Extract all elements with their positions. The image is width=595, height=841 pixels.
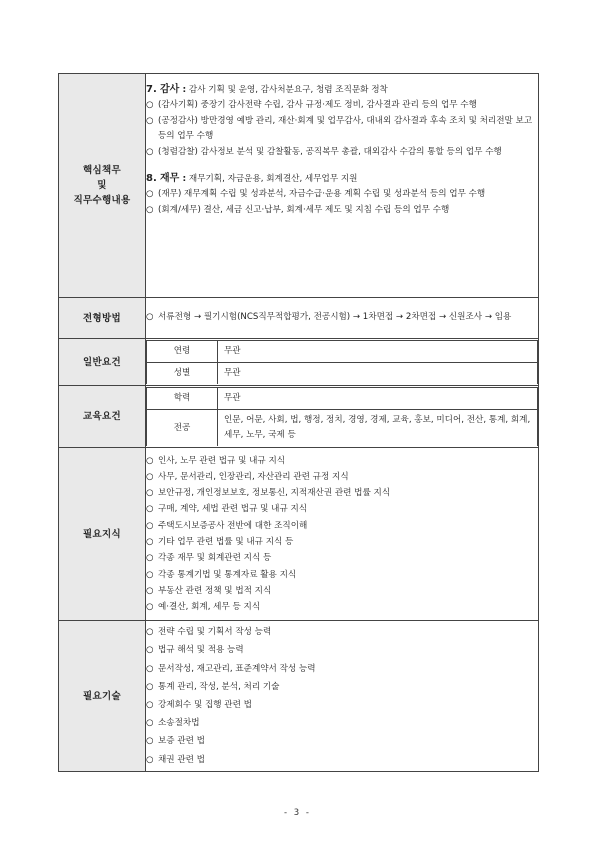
general-content [146,339,539,386]
education-header: 교육요건 [59,386,146,448]
education-subtable [146,387,538,446]
skills-content [146,621,539,772]
general-row [59,339,539,386]
list-item: ○ (감사기획) 중장기 감사전략 수립, 감사 규정·제도 정비, 감사결과 관리 등의 업무 수행 [146,100,477,111]
selection-process: ○ 서류전형 → 필기시험(NCS직무적합평가, 전공시험) → 1차면접 → 2차면접 → 신원조사 → 임용 [146,312,512,323]
general-header: 일반요건 [59,339,146,386]
list-item: ○ 예·결산, 회계, 세무 등 지식 [146,602,261,613]
list-item: ○ 인사, 노무 관련 법규 및 내규 지식 [146,455,286,466]
selection-content [146,298,539,339]
section-title-finance: 8. 재무 : 재무기획, 자금운용, 회계결산, 세무업무 지원 [146,173,358,185]
list-item: ○ 문서작성, 재고관리, 표준계약서 작성 능력 [146,663,316,674]
duties-header-line: 직무수행내용 [73,195,131,206]
general-label-gender: 성별 [147,363,218,385]
education-content [146,386,539,448]
list-item: ○ 보안규정, 개인정보보호, 정보통신, 지적재산권 관련 법률 지식 [146,488,391,499]
list-item: ○ 부동산 관련 정책 및 법적 지식 [146,585,272,596]
duties-header-line: 및 [97,180,107,191]
list-item: ○ (공정감사) 방만경영 예방 관리, 재산·회계 및 업무감사, 대내외 감사결과 후속 조치 및 처리전말 보고 등의 업무 수행 [146,115,533,142]
list-item: ○ 구매, 계약, 세법 관련 법규 및 내규 지식 [146,504,308,515]
duties-header [59,74,146,298]
education-label-major: 전공 [147,410,218,447]
education-value-degree: 무관 [218,388,538,410]
selection-header: 전형방법 [59,298,146,339]
list-item: ○ (청렴감찰) 감사정보 분석 및 감찰활동, 공직복무 총괄, 대외감사 수감의 통할 등의 업무 수행 [146,146,502,157]
education-label-degree: 학력 [147,388,218,410]
general-subtable [146,340,538,384]
duties-row [59,74,539,298]
list-item: ○ 주택도시보증공사 전반에 대한 조직이해 [146,520,308,531]
knowledge-header: 필요지식 [59,448,146,621]
general-value-gender: 무관 [218,363,538,385]
page [58,73,539,772]
list-item: ○ 기타 업무 관련 법률 및 내규 지식 등 [146,537,294,547]
list-item: ○ (재무) 재무계획 수립 및 성과분석, 자금수급·운용 계획 수립 및 성과분석 등의 업무 수행 [146,189,486,200]
list-item: ○ 법규 해석 및 적용 능력 [146,645,244,656]
list-item: ○ 사무, 문서관리, 인장관리, 자산관리 관련 규정 지식 [146,471,349,482]
knowledge-content [146,448,539,621]
list-item: ○ 전략 수립 및 기획서 작성 능력 [146,627,272,638]
duties-content [146,74,539,298]
general-label-age: 연령 [147,341,218,363]
skills-row [59,621,539,772]
section-title-audit: 7. 감사 : 감사 기획 및 운영, 감사처분요구, 청렴 조직문화 정착 [146,84,388,95]
list-item: ○ 각종 재무 및 회계관련 지식 등 [146,553,272,564]
list-item: ○ 각종 통계기법 및 통계자료 활용 지식 [146,569,297,580]
list-item: ○ (회계/세무) 결산, 세금 신고·납부, 회계·세무 제도 및 지침 수립 등의 업무 수행 [146,204,450,215]
list-item: ○ 통계 관리, 작성, 분석, 처리 기술 [146,681,280,692]
education-row [59,386,539,448]
page-number: - 3 - [284,808,311,818]
general-value-age: 무관 [218,341,538,363]
list-item: ○ 채권 관련 법 [146,754,205,765]
list-item: ○ 소송절차법 [146,718,200,729]
duties-header-line: 핵심책무 [83,165,121,176]
selection-row [59,298,539,339]
education-value-major: 인문, 어문, 사회, 법, 행정, 정치, 경영, 경제, 교육, 홍보, 미디어, 전산, 통계, 회계, 세무, 노무, 국제 등 [218,410,538,447]
knowledge-row [59,448,539,621]
list-item: ○ 강제회수 및 집행 관련 법 [146,700,252,710]
list-item: ○ 보증 관련 법 [146,736,205,747]
skills-header: 필요기술 [59,621,146,772]
job-description-table [58,73,539,772]
